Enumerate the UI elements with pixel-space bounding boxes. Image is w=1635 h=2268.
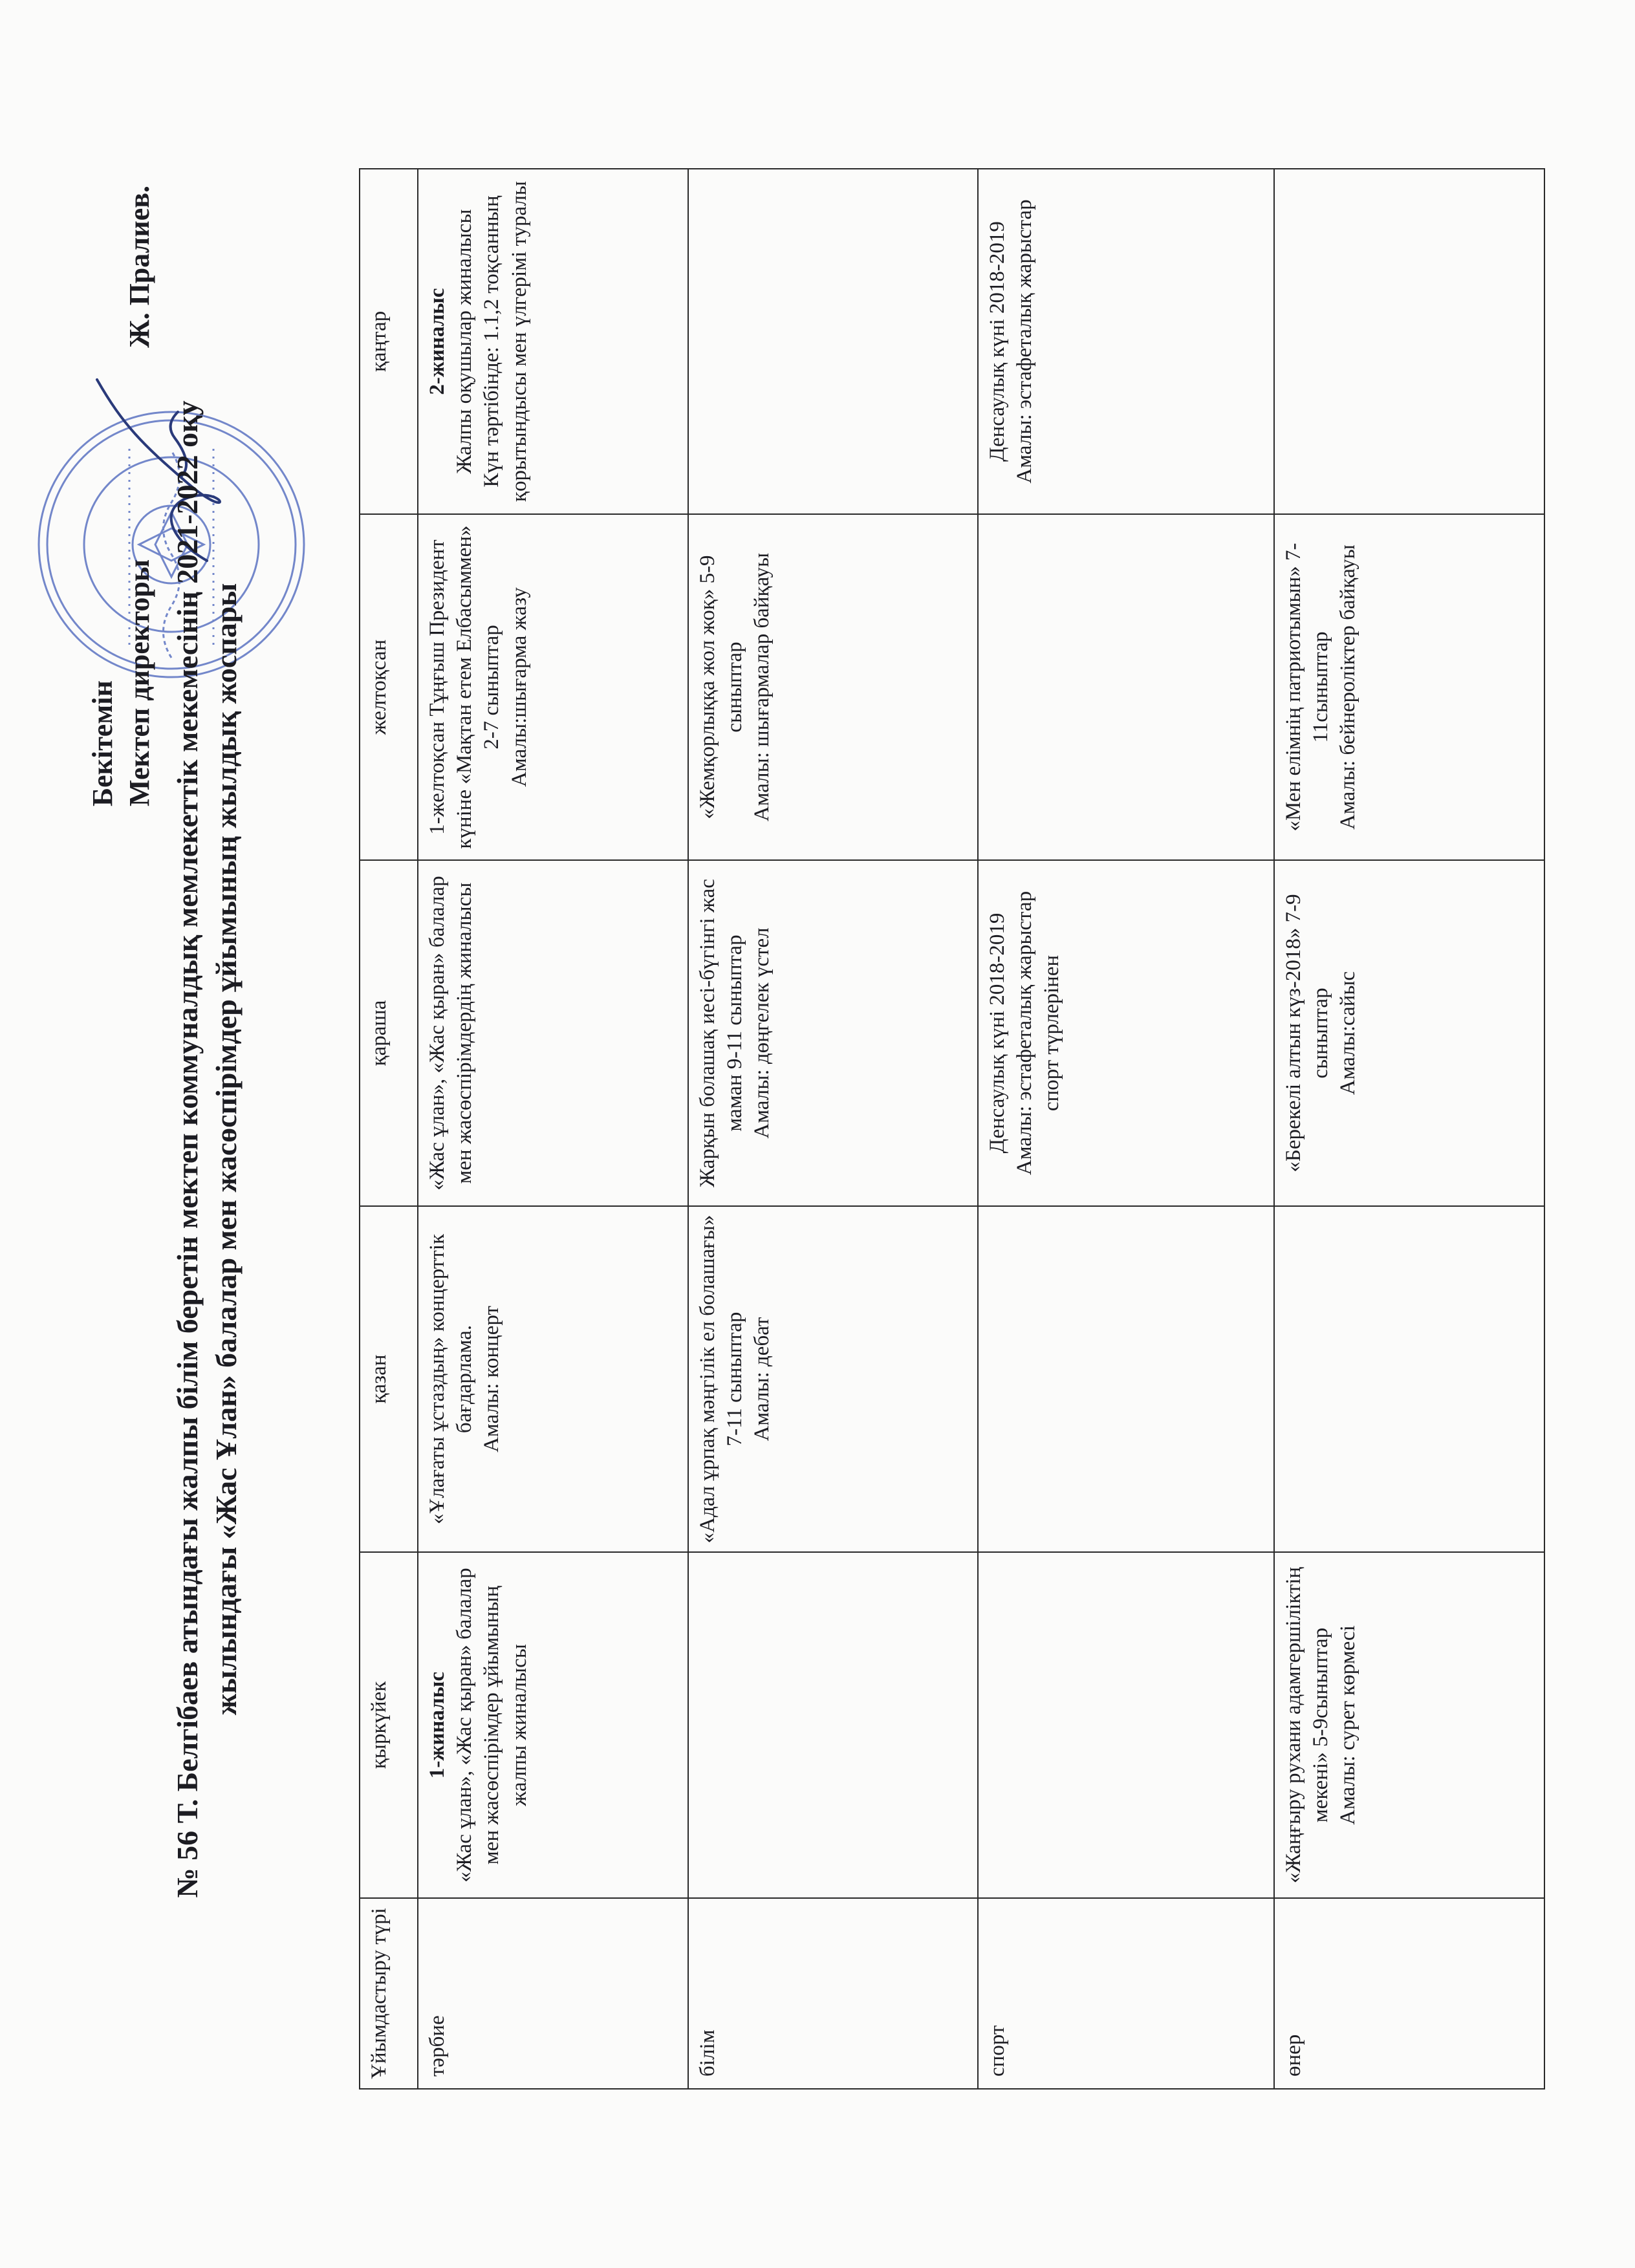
table-row xyxy=(418,169,688,2089)
activity-cell xyxy=(418,1552,688,1898)
activity-cell xyxy=(1274,1552,1544,1898)
title-line-1: № 56 Т. Белгібаев атындағы жалпы білім беретін мектеп коммуналдық мемлекеттік мекемесінің 2021-2022 оқу xyxy=(171,400,204,1898)
activity-cell xyxy=(688,1552,978,1898)
activity-cell xyxy=(418,860,688,1206)
activity-text: Амалы: дебат xyxy=(750,1317,774,1442)
table-row xyxy=(1274,169,1544,2089)
category-cell: спорт xyxy=(978,1898,1274,2089)
activity-cell xyxy=(1274,514,1544,860)
header-cell: қыркүйек xyxy=(360,1552,418,1898)
activity-text: Амалы:сайыс xyxy=(1336,971,1360,1096)
activity-text: «Жас ұлан», «Жас қыран» балалар мен жасөспірімдердің жиналысы xyxy=(426,876,477,1191)
annual-plan-table xyxy=(359,168,1545,2090)
meeting-label: 2-жиналыс xyxy=(426,288,449,395)
activity-cell xyxy=(688,514,978,860)
activity-text: Амалы: эстафеталық жарыстар спорт түрлерінен xyxy=(1013,891,1064,1176)
activity-text: Амалы:шығарма жазу xyxy=(507,587,531,787)
category-cell: тәрбие xyxy=(418,1898,688,2089)
director-name: Ж. Пралиев. xyxy=(124,186,156,348)
activity-cell xyxy=(1274,1206,1544,1552)
activity-text: Денсаулық күні 2018-2019 xyxy=(986,913,1009,1154)
document-title xyxy=(168,289,246,2009)
activity-text: Амалы: бейнероліктер байқауы xyxy=(1336,545,1360,830)
title-line-2: жылындағы «Жас Ұлан» балалар мен жасөспірімдер ұйымының жылдық жоспары xyxy=(209,583,243,1716)
activity-cell xyxy=(688,1206,978,1552)
activity-text: «Ұлағаты ұстаздың» концерттік бағдарлама. xyxy=(426,1234,477,1524)
table-row xyxy=(978,169,1274,2089)
activity-cell xyxy=(978,860,1274,1206)
category-cell: өнер xyxy=(1274,1898,1544,2089)
activity-text: «Мен елімнің патриотымын» 7-11сыныптар xyxy=(1282,543,1333,832)
header-cell: Ұйымдастыру түрі xyxy=(360,1898,418,2089)
header-cell: желтоқсан xyxy=(360,514,418,860)
activity-text: «Жас ұлан», «Жас қыран» балалар мен жасөспірімдер ұйымының жалпы жиналысы xyxy=(453,1568,531,1883)
table-body xyxy=(418,169,1544,2089)
activity-text: Жарқын болашақ иесі-бүгінгі жас маман 9-11 сыныптар xyxy=(696,879,747,1187)
activity-cell xyxy=(418,169,688,514)
meeting-label: 1-жиналыс xyxy=(426,1671,449,1779)
approval-label: Бекітемін xyxy=(87,680,118,806)
category-cell: білім xyxy=(688,1898,978,2089)
table-row xyxy=(688,169,978,2089)
activity-cell xyxy=(978,514,1274,860)
activity-text: «Жаңғыру рухани адамгершіліктің мекені» 5-9сыныптар xyxy=(1282,1566,1333,1884)
header-cell: қараша xyxy=(360,860,418,1206)
activity-text: «Жемқорлыққа жол жоқ» 5-9 сыныптар xyxy=(696,555,747,819)
activity-cell xyxy=(418,1206,688,1552)
activity-cell xyxy=(418,514,688,860)
activity-text: Амалы: шығармалар байқауы xyxy=(750,552,774,822)
activity-cell xyxy=(978,1552,1274,1898)
activity-cell xyxy=(1274,860,1544,1206)
header-cell: қазан xyxy=(360,1206,418,1552)
activity-cell xyxy=(978,169,1274,514)
activity-cell xyxy=(1274,169,1544,514)
activity-text: «Адал ұрпақ мәңгілік ел болашағы» 7-11 сыныптар xyxy=(696,1215,747,1544)
table-header-row xyxy=(360,169,418,2089)
activity-cell xyxy=(978,1206,1274,1552)
activity-text: 1-желтоқсан Тұңғыш Президент күніне «Мақтан етем Елбасыммен» xyxy=(426,525,477,849)
activity-cell xyxy=(688,860,978,1206)
header-cell: қаңтар xyxy=(360,169,418,514)
director-label: Мектеп директоры xyxy=(124,559,156,806)
activity-text: Амалы: сурет көрмесі xyxy=(1336,1625,1360,1825)
activity-text: 2-7 сыныптар xyxy=(480,625,504,750)
activity-cell xyxy=(688,169,978,514)
activity-text: Амалы: концерт xyxy=(480,1306,504,1453)
activity-text: «Берекелі алтын күз-2018» 7-9 сыныптар xyxy=(1282,894,1333,1172)
activity-text: Денсаулық күні 2018-2019 xyxy=(986,221,1009,462)
activity-text: Амалы: дөңгелек үстел xyxy=(750,927,774,1139)
activity-text: Амалы: эстафеталық жарыстар xyxy=(1013,199,1037,484)
activity-text: Жалпы оқушылар жиналысы xyxy=(453,209,477,474)
activity-text: Күн тәртібінде: 1.1,2 тоқсанның қорытындысы мен үлгерімі туралы xyxy=(480,180,531,502)
